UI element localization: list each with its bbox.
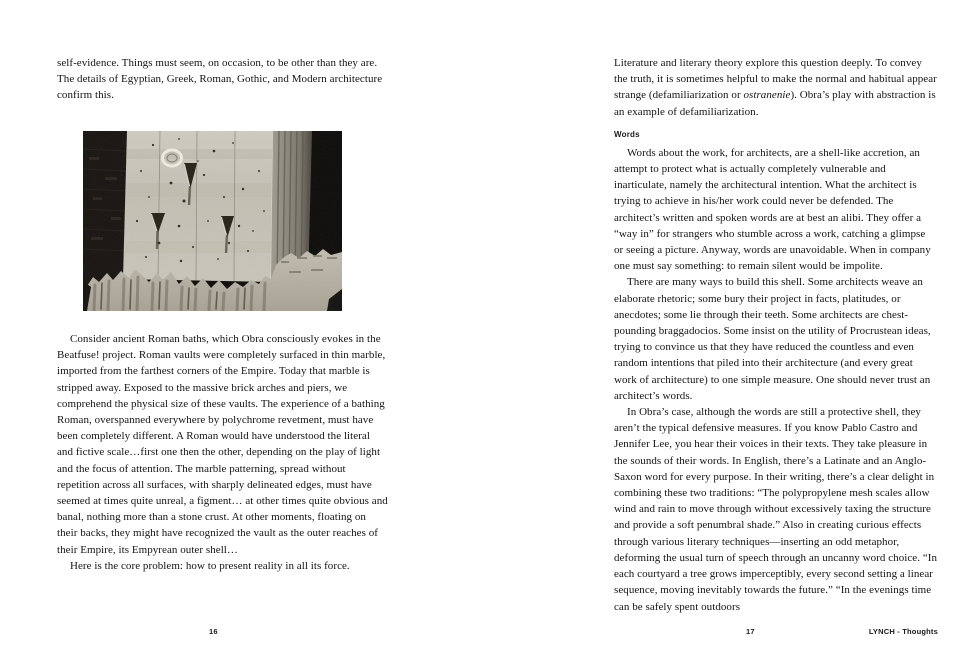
left-page-top-block — [57, 55, 388, 104]
pier-photograph — [83, 131, 342, 311]
left-page-lower-block — [57, 331, 388, 574]
paragraph-defamiliarization — [614, 55, 937, 120]
paragraph-roman-baths: Consider ancient Roman baths, which Obra consciously evokes in the Beatfuse! project. Roman vaults were completely surfaced in thin marble, imported from the farthest corners of the Empire. Today that marble is stripped away. Exposed to the massive brick arches and piers, we comprehend the physical size of these vaults. The experience of a bathing Roman, overspanned everywhere by polychrome revetment, must have been completely different. A Roman would have understood the literal and fictive scale…first one then the other, depending on the play of light and the focus of attention. The marble patterning, spread without repetition across all surfaces, with sharply delineated edges, must have seemed at times quite unreal, a figment… at other times quite obvious and banal, nothing more than a stone crust. At other moments, floating on their backs, they might have recognized the vault as the outer reaches of their Empire, its Empyrean outer shell… — [57, 333, 388, 556]
section-heading-words: Words — [614, 129, 640, 139]
paragraph-core-problem: Here is the core problem: how to present reality in all its force. — [70, 559, 350, 572]
paragraph-continuation: self-evidence. Things must seem, on occasion, to be other than they are. The details of Egyptian, Greek, Roman, Gothic, and Modern architecture confirm this. — [57, 57, 383, 102]
running-footer: LYNCH - Thoughts — [868, 627, 938, 636]
intro-text-pre: Literature and literary theory explore this question deeply. To convey the truth, it is sometimes helpful to make the normal and habitual appear strange (defamiliarization or — [614, 57, 937, 102]
intro-text-post: ). Obra’s play with abstraction is an example of defamiliarization. — [614, 89, 936, 118]
right-page-block — [614, 55, 937, 615]
paragraph-words-shell: Words about the work, for architects, are a shell-like accretion, an attempt to protect what is actually completely vulnerable and inarticulate, namely the architectural intention. What the architect is trying to achieve in his/her work could never be defended. The architect’s written and spoken words are at best an alibi. They offer a “way in” for strangers who stumble across a work, catching a glimpse or seeing a picture. Anyway, words are unavoidable. When in company one must say something: to remain silent would be impolite. — [614, 146, 931, 273]
pier-photograph-graphic — [83, 131, 342, 311]
page-number-right: 17 — [746, 627, 755, 636]
italic-term: ostranenie — [743, 89, 791, 102]
paragraph-obra-case: In Obra’s case, although the words are still a protective shell, they aren’t the typical defensive measures. If you know Pablo Castro and Jennifer Lee, you hear their voices in their texts. They take pleasure in the sounds of their words. In English, there’s a Latinate and an Anglo-Saxon word for every purpose. In their writing, there’s a clear delight in combining these two traditions: “The polypropylene mesh scales allow wind and rain to move through without excessively taxing the structure and provide a soft penumbral shade.” Also in creating curious effects through various literary techniques—inserting an odd metaphor, deforming the usual turn of speech through an uncanny word choice. “In each courtyard a tree grows imperceptibly, every second setting a linear sequence, moving inevitably towards the future.” “In the evenings time can be safely spent outdoors — [614, 406, 938, 613]
paragraph-ways-to-build: There are many ways to build this shell. Some architects weave an elaborate rhetoric; some bury their project in facts, platitudes, or anecdotes; some lie through their teeth. Some architects are chest-pounding braggadocios. Some insist on the utility of Procrustean ideas, trying to convince us that they have reduced the countless and even random intentions that piled into their architecture (and every great work of architecture) to one simple measure. One should never trust an architect’s words. — [614, 276, 931, 402]
page-number-left: 16 — [209, 627, 218, 636]
